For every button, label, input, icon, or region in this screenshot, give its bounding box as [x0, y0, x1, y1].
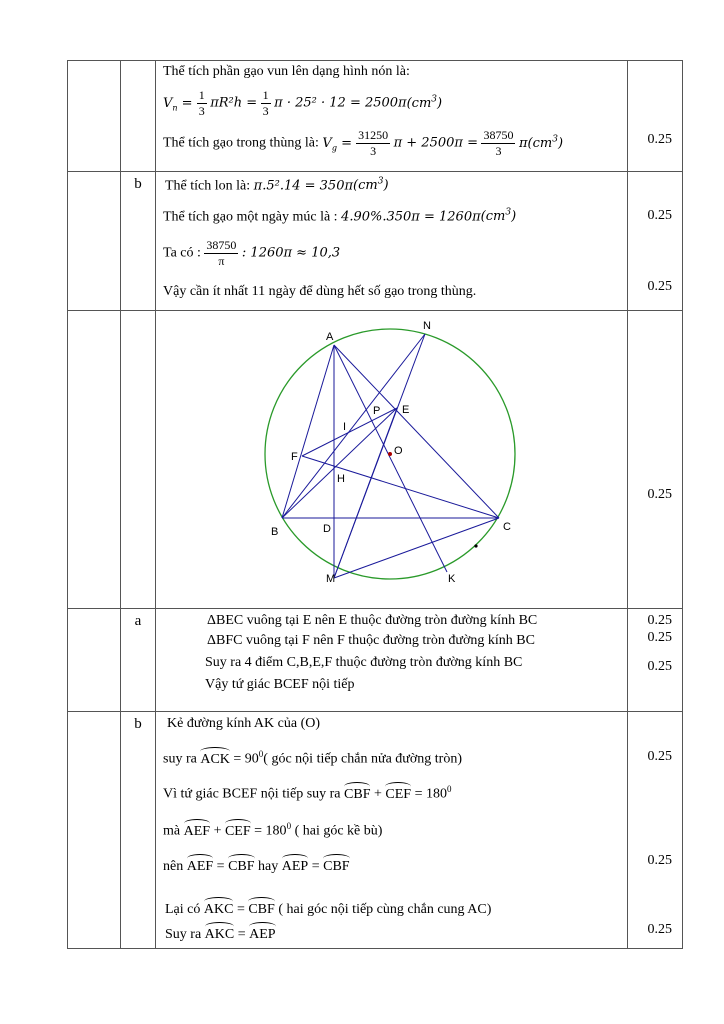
- geometry-figure: [156, 311, 628, 609]
- row-volume-cone: [68, 61, 683, 172]
- proof-line: Suy ra AKC = AEP: [165, 927, 276, 942]
- label-i: I: [343, 421, 347, 433]
- segment-ab: [282, 345, 334, 518]
- row-figure: [68, 311, 683, 609]
- proof-line: Lại có AKC = CBF ( hai góc nội tiếp cùng chắn cung AC): [165, 902, 492, 917]
- proof-line: mà AEF + CEF = $180^0$ ( hai góc kề bù): [163, 821, 383, 839]
- dot-mark: [474, 544, 477, 547]
- score: 0.25: [647, 630, 672, 645]
- segment-fe: [302, 408, 397, 456]
- label-d: D: [323, 523, 331, 535]
- row-a-proof: [68, 609, 683, 712]
- proof-line: Suy ra 4 điểm C,B,E,F thuộc đường tròn đường kính BC: [205, 655, 523, 670]
- daily-rice-line: Thể tích gạo một ngày múc là : $4.90\%.350\pi = 1260\pi(cm^3)$: [163, 208, 517, 225]
- label-o: O: [394, 445, 403, 457]
- proof-line: Kẻ đường kính AK của (O): [167, 716, 321, 731]
- row-b-proof: [68, 712, 683, 949]
- row-b-days: [68, 172, 683, 311]
- proof-line: ΔBEC vuông tại E nên E thuộc đường tròn đường kính BC: [207, 613, 538, 628]
- label-p: P: [373, 405, 381, 417]
- score: 0.25: [647, 853, 672, 868]
- can-volume-line: Thể tích lon là: $\pi.5^2.14 = 350\pi(cm^3)$: [165, 177, 389, 194]
- rice-volume-line: Thể tích gạo trong thùng là: $V_g$ = $\frac{31250}{3}$ π + 2500π = $\frac{38750}{3}$ $\pi(cm^3)$: [163, 128, 564, 158]
- score: 0.25: [647, 279, 672, 294]
- proof-line: Vì tứ giác BCEF nội tiếp suy ra CBF + CEF = $180^0$: [163, 784, 452, 802]
- proof-line: suy ra ACK = $90^0$( góc nội tiếp chắn nửa đường tròn): [163, 749, 462, 767]
- ratio-line: Ta có : $\frac{38750}{\pi}$ : 1260π ≈ 10,3: [163, 238, 341, 268]
- score: 0.25: [647, 208, 672, 223]
- proof-line: nên AEF = CBF hay AEP = CBF: [163, 859, 350, 874]
- score: 0.25: [647, 659, 672, 674]
- label-b: B: [271, 526, 279, 538]
- point-o: [388, 452, 392, 456]
- proof-line: ΔBFC vuông tại F nên F thuộc đường tròn đường kính BC: [207, 633, 535, 648]
- answer-table: [67, 60, 683, 949]
- label-f: F: [291, 451, 298, 463]
- score: 0.25: [647, 613, 672, 628]
- part-label: b: [134, 176, 142, 192]
- segment-be: [282, 408, 397, 518]
- part-label: b: [134, 716, 142, 732]
- cone-volume-formula: $V_n$ = $\frac{1}{3}$ πR²h = $\frac{1}{3}$ $\pi \cdot 25^2 \cdot 12 = 2500\pi(cm^3)$: [163, 88, 443, 118]
- cone-volume-title: Thể tích phần gạo vun lên dạng hình nón là:: [163, 64, 410, 79]
- proof-line: Vậy tứ giác BCEF nội tiếp: [205, 677, 355, 692]
- label-e: E: [402, 404, 410, 416]
- segment-em: [334, 408, 397, 578]
- score: 0.25: [647, 132, 672, 147]
- segment-nb: [282, 334, 425, 518]
- label-k: K: [448, 573, 456, 585]
- label-c: C: [503, 521, 511, 533]
- score: 0.25: [647, 749, 672, 764]
- label-n: N: [423, 320, 431, 332]
- segment-cm: [334, 518, 499, 578]
- label-a: A: [326, 331, 334, 343]
- score: 0.25: [647, 922, 672, 937]
- part-label: a: [134, 613, 142, 629]
- label-h: H: [337, 473, 345, 485]
- conclusion-line: Vậy cần ít nhất 11 ngày để dùng hết số gạo trong thùng.: [163, 284, 477, 299]
- label-m: M: [326, 573, 336, 585]
- score: 0.25: [647, 487, 672, 502]
